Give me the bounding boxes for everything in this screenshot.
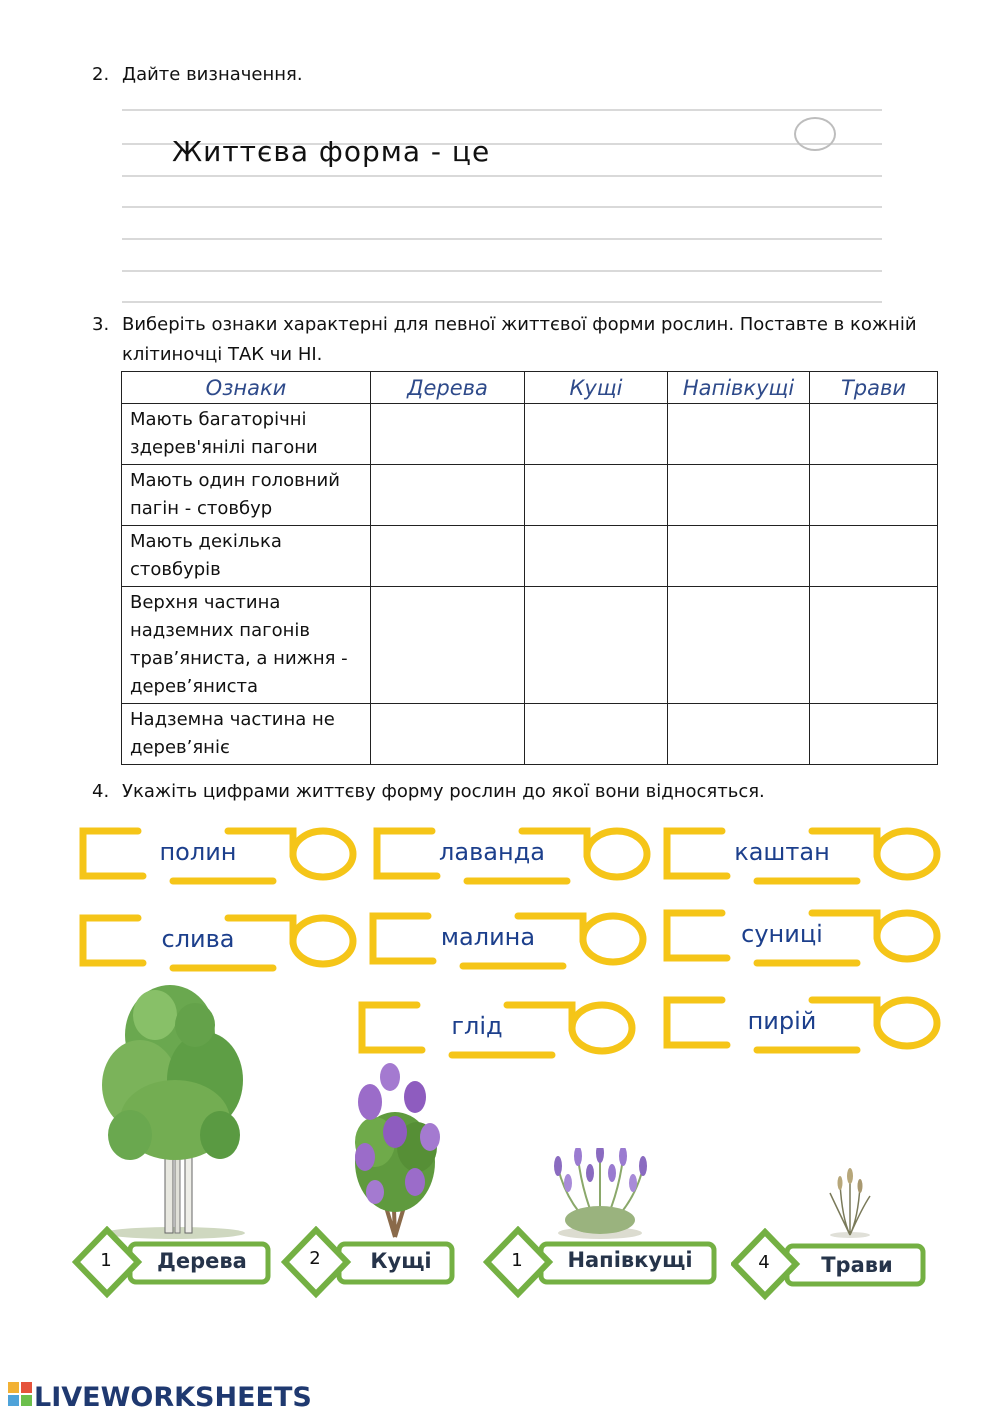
question-number: 4. [92, 781, 110, 802]
category-herbs[interactable] [731, 1228, 927, 1282]
trait-label: Мають багаторічні здерев'янілі пагони [122, 404, 371, 465]
word-tag-kashtan[interactable] [662, 826, 942, 886]
word-label: слива [161, 925, 235, 953]
answer-cell[interactable] [525, 526, 668, 587]
answer-circle[interactable] [794, 117, 836, 151]
question-2 [92, 60, 892, 90]
question-text: Дайте визначення. [122, 64, 303, 85]
category-trees[interactable] [72, 1226, 272, 1280]
answer-cell[interactable] [371, 587, 525, 704]
answer-cell[interactable] [371, 465, 525, 526]
answer-cell[interactable] [810, 404, 938, 465]
table-row [122, 704, 938, 765]
header-shrubs: Кущі [525, 372, 668, 404]
word-label: пирій [747, 1007, 817, 1035]
trait-label: Мають декілька стовбурів [122, 526, 371, 587]
logo-blocks-icon [8, 1382, 32, 1413]
answer-cell[interactable] [668, 465, 810, 526]
traits-table [121, 371, 938, 765]
answer-cell[interactable] [525, 465, 668, 526]
category-label: Дерева [157, 1249, 247, 1273]
birch-tree-icon [95, 975, 245, 1245]
category-number: 2 [309, 1248, 321, 1269]
answer-cell[interactable] [525, 704, 668, 765]
word-tag-glid[interactable] [357, 1000, 637, 1060]
answer-cell[interactable] [371, 526, 525, 587]
category-number: 1 [100, 1250, 112, 1271]
question-number: 3. [92, 314, 110, 335]
answer-cell[interactable] [371, 704, 525, 765]
header-herbs: Трави [810, 372, 938, 404]
question-4 [92, 777, 972, 807]
word-label: малина [440, 923, 536, 951]
trait-label: Надземна частина не дерев’яніє [122, 704, 371, 765]
definition-prompt: Життєва форма - це [172, 135, 491, 168]
category-label: Напівкущі [567, 1248, 693, 1272]
table-row [122, 465, 938, 526]
word-label: глід [451, 1012, 503, 1040]
question-text-line2: клітиночці ТАК чи НІ. [122, 344, 323, 365]
table-row [122, 404, 938, 465]
category-label: Кущі [370, 1249, 432, 1273]
word-label: каштан [734, 838, 830, 866]
question-3 [92, 310, 972, 370]
header-trees: Дерева [371, 372, 525, 404]
question-text-line1: Виберіть ознаки характерні для певної життєвої форми рослин. Поставте в кожній [122, 314, 917, 335]
table-row [122, 587, 938, 704]
definition-lines[interactable] [122, 105, 882, 305]
header-traits: Ознаки [122, 372, 371, 404]
answer-cell[interactable] [668, 404, 810, 465]
category-shrubs[interactable] [281, 1226, 456, 1280]
answer-cell[interactable] [810, 465, 938, 526]
word-tag-malyna[interactable] [368, 911, 648, 971]
word-tag-pyrii[interactable] [662, 995, 942, 1055]
question-text: Укажіть цифрами життєву форму рослин до якої вони відносяться. [122, 781, 765, 802]
logo-text: LIVEWORKSHEETS [34, 1382, 312, 1413]
answer-cell[interactable] [525, 587, 668, 704]
category-number: 1 [511, 1250, 523, 1271]
category-subshrubs[interactable] [483, 1226, 718, 1280]
answer-cell[interactable] [810, 704, 938, 765]
liveworksheets-logo [8, 1381, 312, 1413]
trait-label: Верхня частина надземних пагонів трав’яниста, а нижня - дерев’яниста [122, 587, 371, 704]
answer-cell[interactable] [525, 404, 668, 465]
answer-cell[interactable] [668, 587, 810, 704]
answer-cell[interactable] [668, 526, 810, 587]
answer-cell[interactable] [371, 404, 525, 465]
question-number: 2. [92, 64, 110, 85]
answer-cell[interactable] [668, 704, 810, 765]
category-label: Трави [821, 1253, 893, 1277]
word-label: суниці [741, 920, 823, 948]
header-subshrubs: Напівкущі [668, 372, 810, 404]
word-tag-polyn[interactable] [78, 826, 358, 886]
category-number: 4 [758, 1252, 770, 1273]
lilac-shrub-icon [345, 1062, 450, 1242]
word-label: полин [159, 838, 237, 866]
word-label: лаванда [439, 838, 545, 866]
word-tag-lavanda[interactable] [372, 826, 652, 886]
table-row [122, 526, 938, 587]
word-tag-sunytsi[interactable] [662, 908, 942, 968]
answer-cell[interactable] [810, 526, 938, 587]
word-tag-slyva[interactable] [78, 913, 358, 973]
answer-cell[interactable] [810, 587, 938, 704]
trait-label: Мають один головний пагін - стовбур [122, 465, 371, 526]
